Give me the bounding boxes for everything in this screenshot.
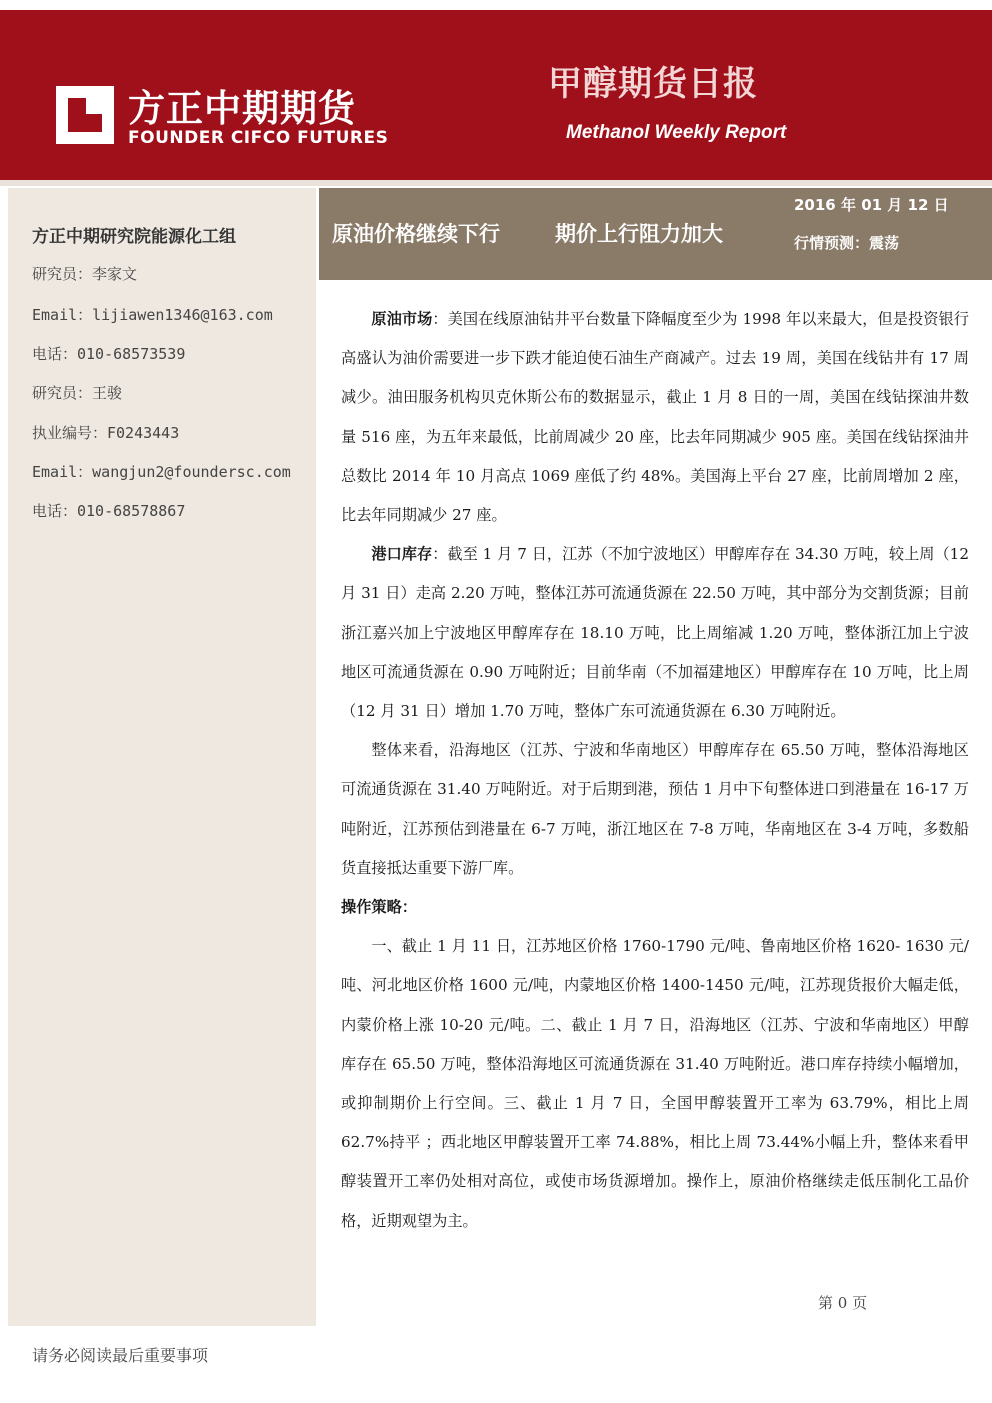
logo-text-en: FOUNDER CIFCO FUTURES bbox=[128, 128, 389, 148]
paragraph-overall: 整体来看，沿海地区（江苏、宁波和华南地区）甲醇库存在 65.50 万吨，整体沿海地区可流通货源在 31.40 万吨附近。对于后期到港，预估 1 月中下旬整体进口到港量在 16-17 万吨附近，江苏预估到港量在 6-7 万吨，浙江地区在 7-8 万吨，华南地区在 3-4 万吨，多数船货直接抵达重要下游厂库。 bbox=[341, 741, 969, 877]
report-title-cn: 甲醇期货日报 bbox=[548, 64, 758, 104]
paragraph-strategy: 一、截止 1 月 11 日，江苏地区价格 1760-1790 元/吨、鲁南地区价格 1620- 1630 元/吨、河北地区价格 1600 元/吨，内蒙地区价格 1400-1450 元/吨，江苏现货报价大幅走低，内蒙价格上涨 10-20 元/吨。二、截止 1 月 7 日，沿海地区（江苏、宁波和华南地区）甲醇库存在 65.50 万吨，整体沿海地区可流通货源在 31.40 万吨附近。港口库存持续小幅增加，或抑制期价上行空间。三、截止 1 月 7 日，全国甲醇装置开工率为 63.79%，相比上周 62.7%持平 ；西北地区甲醇装置开工率 74.88%，相比上周 73.44%小幅上升，整体来看甲醇装置开工率仍处相对高位，或使市场货源增加。操作上，原油价格继续走低压制化工品价格，近期观望为主。 bbox=[341, 937, 969, 1230]
report-body bbox=[341, 300, 969, 1241]
paragraph-strategy-heading bbox=[341, 888, 969, 927]
researcher-2: 研究员：王骏 bbox=[32, 384, 123, 402]
sidebar-org: 方正中期研究院能源化工组 bbox=[32, 227, 236, 247]
email-2[interactable]: Email：wangjun2@foundersc.com bbox=[32, 463, 291, 481]
phone-2: 电话：010-68578867 bbox=[32, 502, 186, 520]
paragraph-port-inventory bbox=[341, 535, 969, 731]
label-strategy: 操作策略： bbox=[341, 898, 417, 917]
header-divider bbox=[0, 180, 992, 186]
report-date: 2016 年 01 月 12 日 bbox=[794, 196, 949, 214]
report-title-en: Methanol Weekly Report bbox=[566, 122, 787, 143]
researcher-1: 研究员：李家文 bbox=[32, 265, 138, 283]
label-port-inventory: 港口库存 bbox=[371, 545, 433, 564]
headline-1: 原油价格继续下行 bbox=[332, 222, 500, 246]
paragraph-crude-oil bbox=[341, 300, 969, 535]
market-forecast: 行情预测：震荡 bbox=[794, 234, 900, 252]
headline-2: 期价上行阻力加大 bbox=[555, 222, 723, 246]
logo-text-cn: 方正中期期货 bbox=[128, 87, 356, 130]
page-number: 第 0 页 bbox=[818, 1294, 868, 1312]
label-crude-oil: 原油市场 bbox=[371, 310, 433, 328]
email-1[interactable]: Email：lijiawen1346@163.com bbox=[32, 306, 273, 324]
founder-logo-icon bbox=[56, 86, 114, 144]
text-crude-oil: ：美国在线原油钻井平台数量下降幅度至少为 1998 年以来最大，但是投资银行高盛认为油价需要进一步下跌才能迫使石油生产商减产。过去 19 周，美国在线钻井有 17 周减少。油田服务机构贝克休斯公布的数据显示，截止 1 月 8 日的一周，美国在线钻探油井数量 516 座，为五年来最低，比前周减少 20 座，比去年同期减少 905 座。美国在线钻探油井总数比 2014 年 10 月高点 1069 座低了约 48%。美国海上平台 27 座，比前周增加 2 座，比去年同期减少 27 座。 bbox=[341, 310, 969, 525]
footer-note: 请务必阅读最后重要事项 bbox=[32, 1346, 209, 1365]
license-number: 执业编号：F0243443 bbox=[32, 424, 180, 442]
phone-1: 电话：010-68573539 bbox=[32, 345, 186, 363]
text-port-inventory: ：截至 1 月 7 日，江苏（不加宁波地区）甲醇库存在 34.30 万吨，较上周（12 月 31 日）走高 2.20 万吨，整体江苏可流通货源在 22.50 万吨，其中部分为交割货源；目前浙江嘉兴加上宁波地区甲醇库存在 18.10 万吨，比上周缩减 1.20 万吨，整体浙江加上宁波地区可流通货源在 0.90 万吨附近；目前华南（不加福建地区）甲醇库存在 10 万吨，比上周（12 月 31 日）增加 1.70 万吨，整体广东可流通货源在 6.30 万吨附近。 bbox=[341, 545, 969, 721]
